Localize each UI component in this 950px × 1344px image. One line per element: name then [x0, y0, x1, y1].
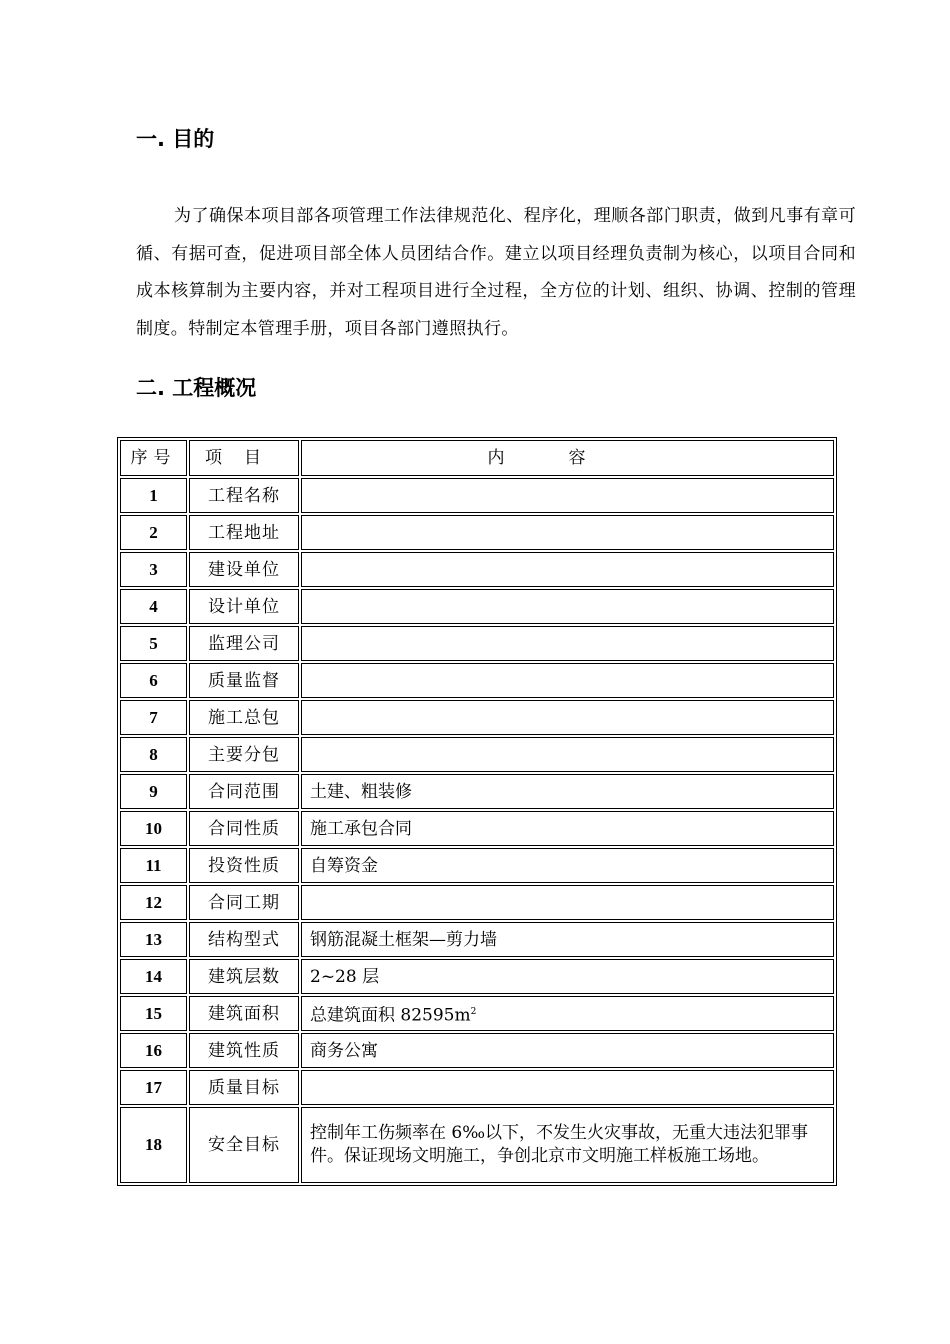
- header-content: 内容: [301, 440, 834, 476]
- row-number: 16: [120, 1033, 187, 1068]
- row-content-text: 施工承包合同: [310, 818, 412, 839]
- row-content: [301, 885, 834, 920]
- row-number: 5: [120, 626, 187, 661]
- row-item: 施工总包: [189, 700, 299, 735]
- row-item: 质量监督: [189, 663, 299, 698]
- row-number: 18: [120, 1107, 187, 1183]
- table-row: [120, 552, 834, 587]
- row-item: 建筑层数: [189, 959, 299, 994]
- row-item: 工程名称: [189, 478, 299, 513]
- row-number: 4: [120, 589, 187, 624]
- row-item: 工程地址: [189, 515, 299, 550]
- table-row: [120, 922, 834, 957]
- row-content-text: 控制年工伤频率在 6‰以下，不发生火灾事故，无重大违法犯罪事件。保证现场文明施工，争创北京市文明施工样板施工场地。: [310, 1123, 809, 1166]
- row-item: 合同性质: [189, 811, 299, 846]
- row-number: 6: [120, 663, 187, 698]
- table-row: [120, 700, 834, 735]
- row-content: [301, 996, 834, 1031]
- table-header-row: [120, 440, 834, 476]
- section-title-overview: 二. 工程概况: [136, 376, 257, 400]
- table-row: [120, 811, 834, 846]
- row-content: [301, 1033, 834, 1068]
- table-row: [120, 774, 834, 809]
- row-item: 建筑性质: [189, 1033, 299, 1068]
- table-row: [120, 959, 834, 994]
- row-content: [301, 737, 834, 772]
- row-number: 13: [120, 922, 187, 957]
- row-item: 合同范围: [189, 774, 299, 809]
- table-row: [120, 1070, 834, 1105]
- row-number: 11: [120, 848, 187, 883]
- project-overview-table: [117, 437, 837, 1186]
- row-content: [301, 774, 834, 809]
- row-item: 监理公司: [189, 626, 299, 661]
- row-number: 9: [120, 774, 187, 809]
- row-content: [301, 478, 834, 513]
- row-content-text: 土建、粗装修: [310, 781, 412, 802]
- row-content-text: 商务公寓: [310, 1040, 378, 1061]
- row-number: 17: [120, 1070, 187, 1105]
- row-number: 7: [120, 700, 187, 735]
- table-row: [120, 885, 834, 920]
- row-content-text: 2~28 层: [310, 966, 380, 987]
- table-row: [120, 663, 834, 698]
- row-content: [301, 700, 834, 735]
- purpose-paragraph: 为了确保本项目部各项管理工作法律规范化、程序化，理顺各部门职责，做到凡事有章可循、有据可查，促进项目部全体人员团结合作。建立以项目经理负责制为核心，以项目合同和成本核算制为主要内容，并对工程项目进行全过程，全方位的计划、组织、协调、控制的管理制度。特制定本管理手册，项目各部门遵照执行。: [136, 206, 856, 339]
- table-row: [120, 478, 834, 513]
- table-row: [120, 848, 834, 883]
- header-no: 序号: [120, 440, 187, 476]
- row-item: 建设单位: [189, 552, 299, 587]
- row-number: 1: [120, 478, 187, 513]
- row-content: [301, 552, 834, 587]
- header-item: 项目: [189, 440, 299, 476]
- row-number: 15: [120, 996, 187, 1031]
- row-content-text: 钢筋混凝土框架—剪力墙: [310, 929, 497, 950]
- row-content: [301, 959, 834, 994]
- table-row: [120, 1107, 834, 1183]
- row-number: 12: [120, 885, 187, 920]
- row-content: [301, 811, 834, 846]
- row-item: 建筑面积: [189, 996, 299, 1031]
- row-number: 2: [120, 515, 187, 550]
- row-item: 安全目标: [189, 1107, 299, 1183]
- table-row: [120, 515, 834, 550]
- row-content: [301, 589, 834, 624]
- row-item: 结构型式: [189, 922, 299, 957]
- row-content: [301, 663, 834, 698]
- row-content: [301, 626, 834, 661]
- table-row: [120, 589, 834, 624]
- row-content: [301, 1070, 834, 1105]
- table-row: [120, 1033, 834, 1068]
- row-item: 合同工期: [189, 885, 299, 920]
- table-row: [120, 626, 834, 661]
- row-content: [301, 515, 834, 550]
- row-item: 主要分包: [189, 737, 299, 772]
- row-number: 3: [120, 552, 187, 587]
- row-content: [301, 1107, 834, 1183]
- row-content-superscript: 2: [470, 1006, 477, 1017]
- table-row: [120, 737, 834, 772]
- row-number: 10: [120, 811, 187, 846]
- row-item: 质量目标: [189, 1070, 299, 1105]
- row-content-text: 自筹资金: [310, 855, 378, 876]
- row-item: 投资性质: [189, 848, 299, 883]
- table-row: [120, 996, 834, 1031]
- section-title-purpose: 一. 目的: [136, 127, 215, 151]
- row-number: 14: [120, 959, 187, 994]
- row-item: 设计单位: [189, 589, 299, 624]
- row-content-text: 总建筑面积 82595m: [310, 1005, 471, 1026]
- row-content: [301, 848, 834, 883]
- row-number: 8: [120, 737, 187, 772]
- row-content: [301, 922, 834, 957]
